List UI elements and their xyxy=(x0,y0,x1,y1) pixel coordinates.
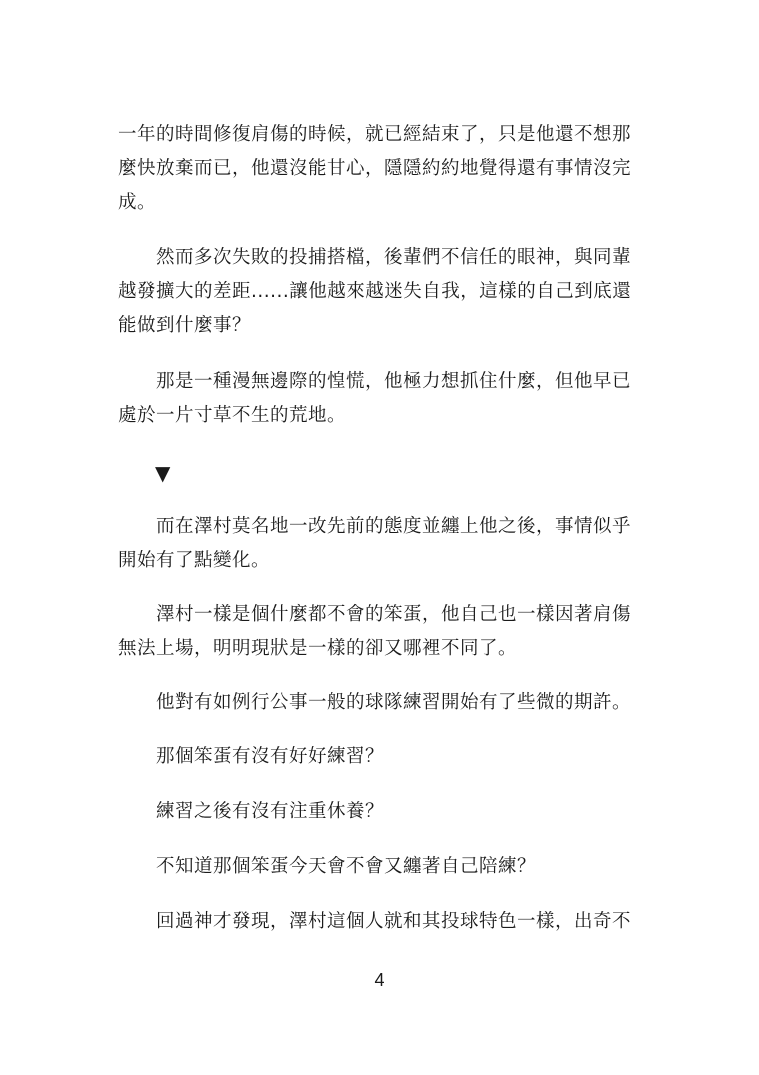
paragraph-text: 不知道那個笨蛋今天會不會又纏著自己陪練？ xyxy=(156,856,537,877)
paragraph-5 xyxy=(118,598,638,666)
paragraph-text: 澤村一樣是個什麼都不會的笨蛋，他自己也一樣因著肩傷無法上場，明明現狀是一樣的卻又哪裡不同了。 xyxy=(118,604,632,659)
paragraph-text: 那個笨蛋有沒有好好練習？ xyxy=(156,746,385,767)
paragraph-text: 那是一種漫無邊際的惶慌，他極力想抓住什麼，但他早已處於一片寸草不生的荒地。 xyxy=(118,371,632,426)
paragraph-2 xyxy=(118,241,638,343)
paragraph-text: 練習之後有沒有注重休養？ xyxy=(156,801,385,822)
scene-break-triangle: ▼ xyxy=(155,461,171,485)
paragraph-7 xyxy=(118,740,638,774)
paragraph-text: 回過神才發現，澤村這個人就和其投球特色一樣，出奇不 xyxy=(156,911,632,932)
paragraph-3 xyxy=(118,365,638,433)
paragraph-text: 而在澤村莫名地一改先前的態度並纏上他之後，事情似乎開始有了點變化。 xyxy=(118,516,632,571)
paragraph-text: 一年的時間修復肩傷的時候，就已經結束了，只是他還不想那麼快放棄而已，他還沒能甘心，隱隱約約地覺得還有事情沒完成。 xyxy=(118,124,632,213)
paragraph-1 xyxy=(118,118,638,220)
paragraph-4 xyxy=(118,510,638,578)
paragraph-6 xyxy=(118,686,638,720)
paragraph-text: 然而多次失敗的投捕搭檔，後輩們不信任的眼神，與同輩越發擴大的差距......讓他越來越迷失自我，這樣的自己到底還能做到什麼事？ xyxy=(118,247,632,336)
paragraph-10 xyxy=(118,905,638,939)
page-number: 4 xyxy=(374,970,385,990)
paragraph-text: 他對有如例行公事一般的球隊練習開始有了些微的期許。 xyxy=(156,692,632,713)
paragraph-9 xyxy=(118,850,638,884)
paragraph-8 xyxy=(118,795,638,829)
